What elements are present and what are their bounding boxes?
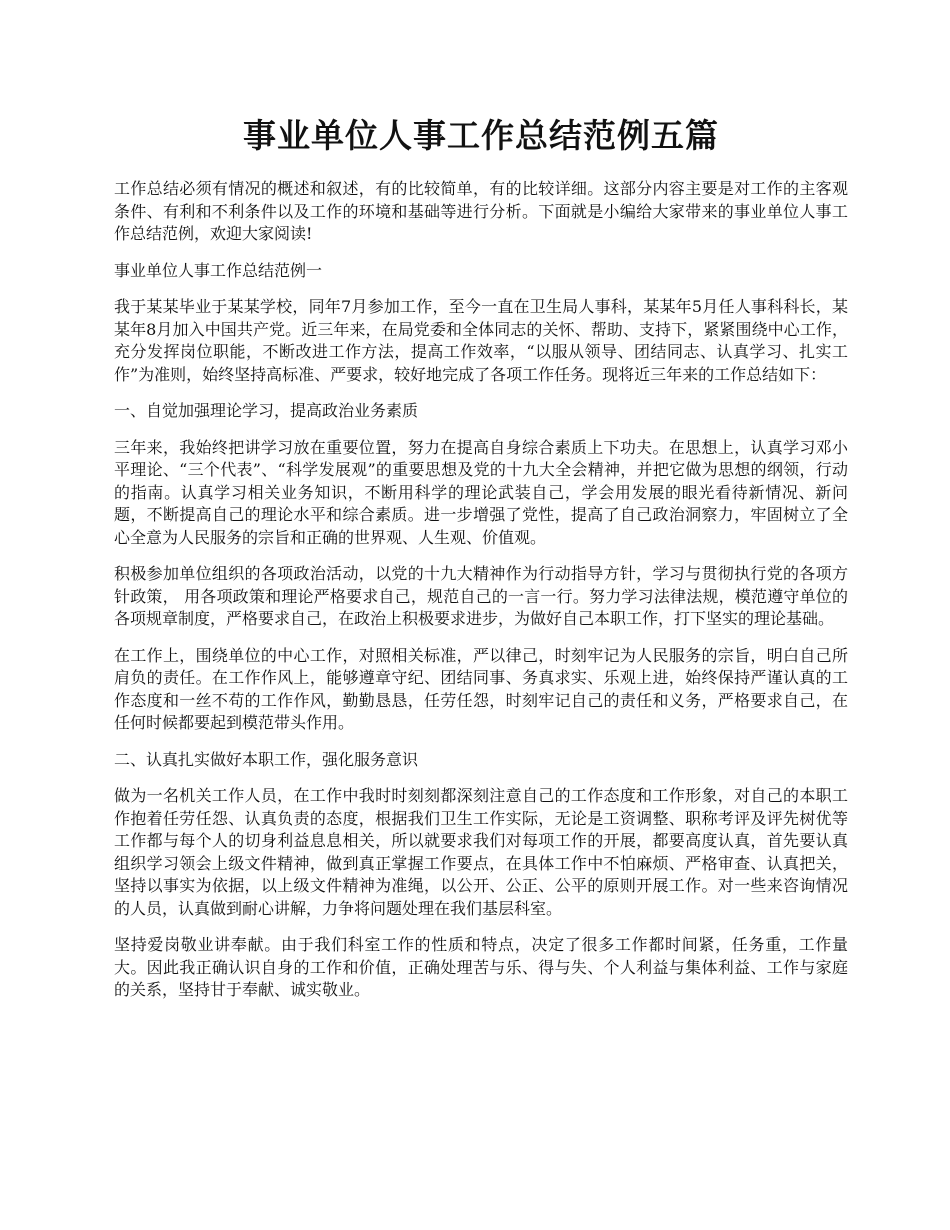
paragraph-5: 做为一名机关工作人员，在工作中我时时刻刻都深刻注意自己的工作态度和工作形象，对自己的本职工作抱着任劳任怨、认真负责的态度，根据我们卫生工作实际，无论是工资调整、职称考评及评先树优等工作都与每个人的切身利益息息相关，所以就要求我们对每项工作的开展，都要高度认真，首先要认真组织学习领会上级文件精神，做到真正掌握工作要点，在具体工作中不怕麻烦、严格审查、认真把关，坚持以事实为依据，以上级文件精神为准绳，以公开、公正、公平的原则开展工作。对一些来咨询情况的人员，认真做到耐心讲解，力争将问题处理在我们基层科室。 [114, 786, 848, 918]
paragraph-3: 积极参加单位组织的各项政治活动，以党的十九大精神作为行动指导方针，学习与贯彻执行党的各项方针政策， 用各项政策和理论严格要求自己，规范自己的一言一行。努力学习法律法规，模范遵守单位的各项规章制度，严格要求自己，在政治上积极要求进步，为做好自己本职工作，打下坚实的理论基础。 [114, 564, 848, 628]
paragraph-4: 在工作上，围绕单位的中心工作，对照相关标准，严以律己，时刻牢记为人民服务的宗旨，明白自己所肩负的责任。在工作作风上，能够遵章守纪、团结同事、务真求实、乐观上进，始终保持严谨认真的工作态度和一丝不苟的工作作风，勤勤恳恳，任劳任怨，时刻牢记自己的责任和义务，严格要求自己，在任何时候都要起到模范带头作用。 [114, 645, 848, 732]
paragraph-1: 我于某某毕业于某某学校，同年7月参加工作，至今一直在卫生局人事科，某某年5月任人事科科长，某某年8月加入中国共产党。近三年来，在局党委和全体同志的关怀、帮助、支持下，紧紧围绕中心工作，充分发挥岗位职能，不断改进工作方法，提高工作效率，“以服从领导、团结同志、认真学习、扎实工作”为准则，始终坚持高标准、严要求，较好地完成了各项工作任务。现将近三年来的工作总结如下： [114, 297, 848, 384]
document-page [114, 108, 848, 1016]
section-2-heading: 二、认真扎实做好本职工作，强化服务意识 [114, 749, 419, 769]
document-title: 事业单位人事工作总结范例五篇 [243, 116, 719, 155]
paragraph-2: 三年来，我始终把讲学习放在重要位置，努力在提高自身综合素质上下功夫。在思想上，认真学习邓小平理论、“三个代表”、“科学发展观”的重要思想及党的十九大全会精神，并把它做为思想的纲领，行动的指南。认真学习相关业务知识，不断用科学的理论武装自己，学会用发展的眼光看待新情况、新问题，不断提高自己的理论水平和综合素质。进一步增强了党性，提高了自己政治洞察力，牢固树立了全心全意为人民服务的宗旨和正确的世界观、人生观、价值观。 [114, 437, 848, 547]
example-heading: 事业单位人事工作总结范例一 [114, 260, 323, 280]
section-1-heading: 一、自觉加强理论学习，提高政治业务素质 [114, 401, 419, 420]
intro-paragraph: 工作总结必须有情况的概述和叙述，有的比较简单，有的比较详细。这部分内容主要是对工作的主客观条件、有利和不利条件以及工作的环境和基础等进行分析。下面就是小编给大家带来的事业单位人事工作总结范例，欢迎大家阅读! [114, 179, 848, 243]
paragraph-6: 坚持爱岗敬业讲奉献。由于我们科室工作的性质和特点，决定了很多工作都时间紧，任务重，工作量大。因此我正确认识自身的工作和价值，正确处理苦与乐、得与失、个人利益与集体利益、工作与家庭的关系，坚持甘于奉献、诚实敬业。 [114, 935, 848, 999]
